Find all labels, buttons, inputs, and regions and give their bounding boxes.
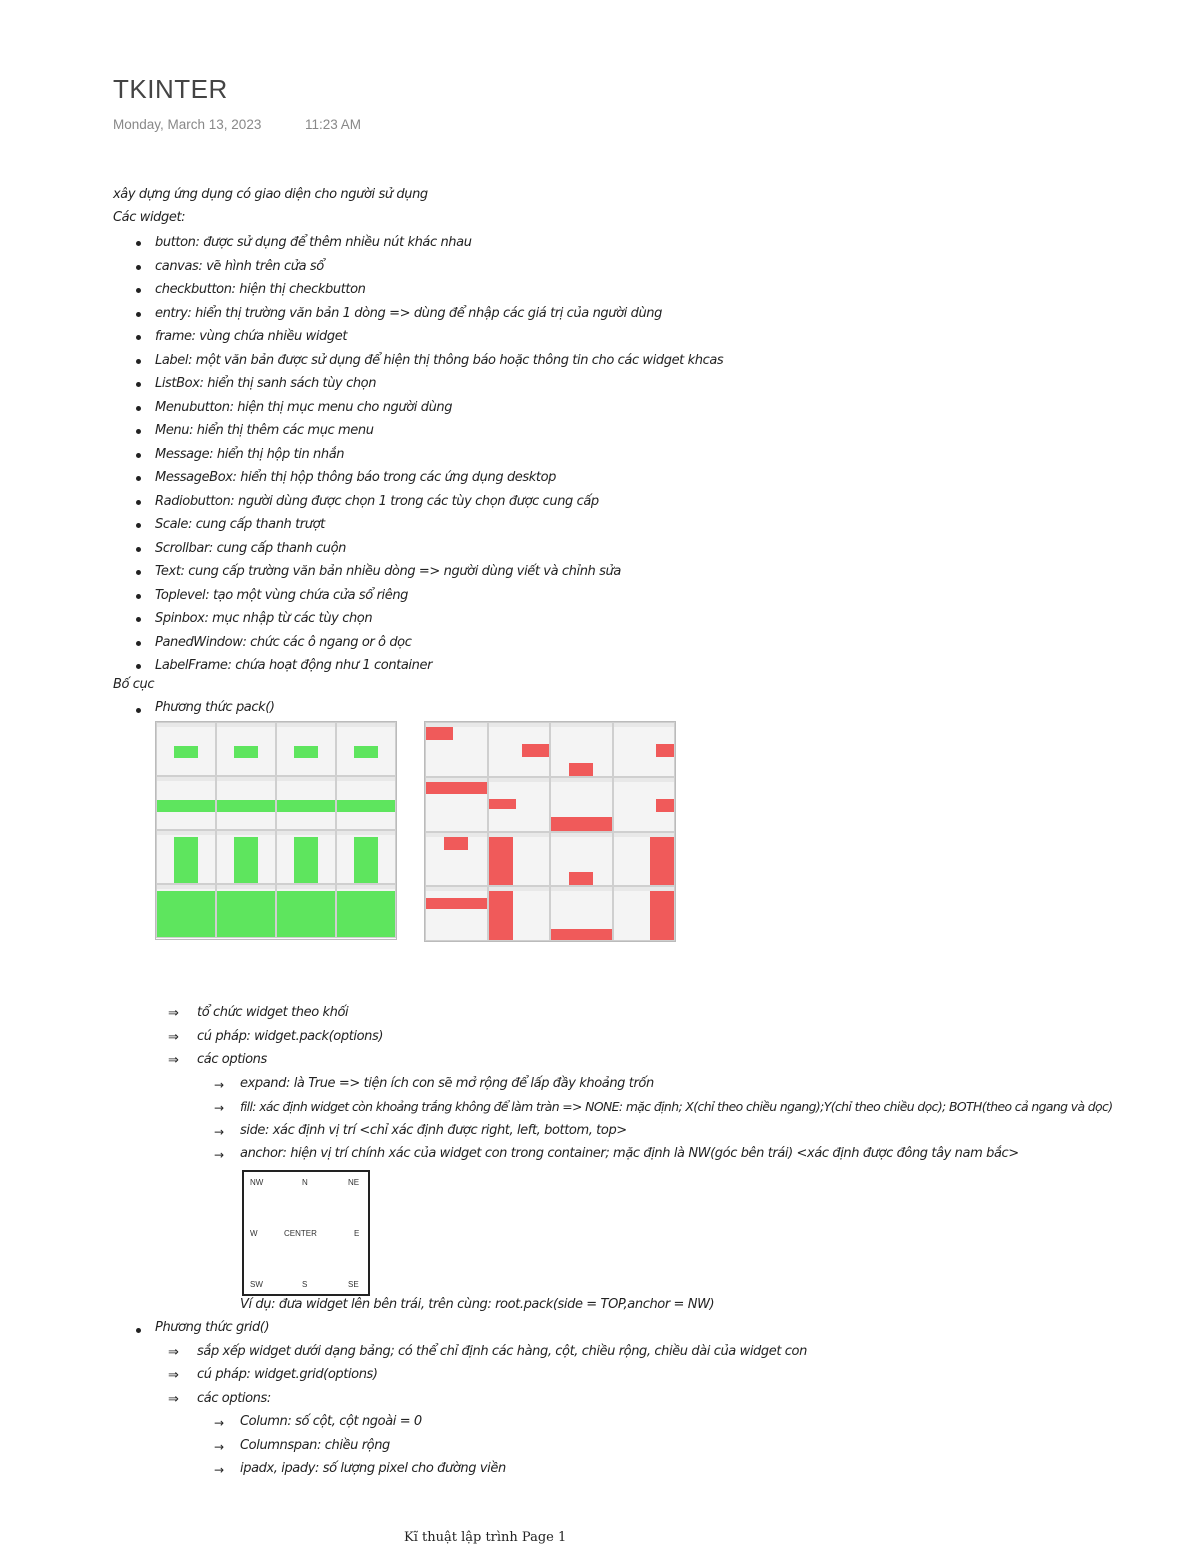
thumbnail-cell [488, 722, 551, 777]
thumbnail-titlebar [217, 831, 275, 835]
thumbnail-cell [216, 776, 276, 830]
list-item: LabelFrame: chứa hoạt động như 1 container [113, 655, 723, 679]
page-footer: Kĩ thuật lập trình Page 1 [404, 1530, 567, 1545]
thumbnail-cell [336, 830, 396, 884]
thumbnail-titlebar [614, 723, 675, 727]
widget-block [569, 872, 593, 885]
grid-option: Columnspan: chiều rộng [240, 1438, 390, 1453]
thumbnail-cell [425, 722, 488, 777]
thumbnail-titlebar [426, 887, 487, 891]
grid-point: các options: [197, 1391, 271, 1406]
widget-block [174, 837, 197, 883]
double-arrow-icon: ⇒ [168, 1368, 179, 1383]
thumbnail-cell [276, 776, 336, 830]
thumbnail-cell [156, 830, 216, 884]
thumbnail-titlebar [551, 778, 612, 782]
widget-block [157, 800, 215, 811]
widget-list [113, 232, 723, 679]
arrow-icon: → [214, 1416, 225, 1430]
arrow-icon: → [214, 1101, 225, 1115]
list-item: entry: hiển thị trường văn bản 1 dòng => dùng để nhập các giá trị của người dùng [113, 303, 723, 327]
widget-block [489, 891, 513, 940]
thumbnail-cell [488, 832, 551, 887]
thumbnail-titlebar [157, 885, 215, 889]
thumbnail-titlebar [551, 887, 612, 891]
thumbnail-cell [276, 830, 336, 884]
thumbnail-cell [488, 886, 551, 941]
widget-block [656, 799, 674, 812]
arrow-icon: → [214, 1440, 225, 1454]
widget-block [426, 898, 487, 910]
double-arrow-icon: ⇒ [168, 1006, 179, 1021]
pack-option: anchor: hiện vị trí chính xác của widget con trong container; mặc định là NW(góc bên trái) <xác định được đông tây nam bắc> [240, 1146, 1019, 1161]
list-item: Spinbox: mục nhập từ các tùy chọn [113, 608, 723, 632]
thumbnail-titlebar [217, 885, 275, 889]
pack-option: expand: là True => tiện ích con sẽ mở rộng để lấp đầy khoảng trốn [240, 1076, 654, 1091]
thumbnail-titlebar [157, 831, 215, 835]
widget-block [354, 746, 377, 757]
grid-title: Phương thức grid() [155, 1320, 270, 1335]
widget-block [217, 800, 275, 811]
thumbnail-titlebar [489, 723, 550, 727]
list-item: canvas: vẽ hình trên cửa sổ [113, 256, 723, 280]
thumbnail-cell [613, 722, 676, 777]
widget-block [174, 746, 197, 757]
thumbnail-cell [156, 776, 216, 830]
anchor-diagram [242, 1170, 370, 1296]
list-item: Label: một văn bản được sử dụng để hiện thị thông báo hoặc thông tin cho các widget khcas [113, 350, 723, 374]
anchor-label: SE [348, 1280, 359, 1289]
thumbnail-cell [550, 777, 613, 832]
grid-point: cú pháp: widget.grid(options) [197, 1367, 378, 1382]
thumbnail-titlebar [217, 777, 275, 781]
list-item: ListBox: hiển thị sanh sách tùy chọn [113, 373, 723, 397]
thumbnail-cell [276, 884, 336, 938]
list-item: Radiobutton: người dùng được chọn 1 trong các tùy chọn được cung cấp [113, 491, 723, 515]
thumbnail-titlebar [157, 777, 215, 781]
thumbnail-cell [488, 777, 551, 832]
thumbnail-titlebar [551, 723, 612, 727]
list-item: MessageBox: hiển thị hộp thông báo trong các ứng dụng desktop [113, 467, 723, 491]
anchor-label: S [302, 1280, 308, 1289]
widget-block [426, 782, 487, 794]
thumbnail-titlebar [337, 831, 395, 835]
widget-block [650, 891, 674, 940]
intro-text: xây dựng ứng dụng có giao diện cho người sử dụng [113, 187, 428, 202]
anchor-label: NW [250, 1178, 264, 1187]
pack-fill-screenshots [155, 721, 397, 940]
pack-point: các options [197, 1052, 267, 1067]
pack-title: Phương thức pack() [155, 700, 275, 715]
page-date: Monday, March 13, 2023 [113, 117, 262, 132]
pack-option: side: xác định vị trí <chỉ xác định được right, left, bottom, top> [240, 1123, 627, 1138]
list-item: Toplevel: tạo một vùng chứa cửa sổ riêng [113, 585, 723, 609]
widget-block [294, 746, 317, 757]
anchor-label: N [302, 1178, 308, 1187]
grid-option: Column: số cột, cột ngoài = 0 [240, 1414, 422, 1429]
widget-block [489, 799, 516, 810]
layout-heading: Bố cục [113, 677, 155, 692]
thumbnail-titlebar [337, 885, 395, 889]
widget-block [277, 800, 335, 811]
pack-example: Ví dụ: đưa widget lên bên trái, trên cùng: root.pack(side = TOP,anchor = NW) [240, 1297, 715, 1312]
thumbnail-cell [425, 832, 488, 887]
double-arrow-icon: ⇒ [168, 1345, 179, 1360]
list-item: Menubutton: hiện thị mục menu cho người dùng [113, 397, 723, 421]
list-item: checkbutton: hiện thị checkbutton [113, 279, 723, 303]
thumbnail-titlebar [277, 723, 335, 727]
grid-point: sắp xếp widget dưới dạng bảng; có thể chỉ định các hàng, cột, chiều rộng, chiều dài của widget con [197, 1344, 807, 1359]
widget-block [656, 744, 674, 757]
list-item: Message: hiển thị hộp tin nhắn [113, 444, 723, 468]
pack-side-screenshots [424, 721, 676, 942]
widget-block [426, 727, 453, 740]
list-item: button: được sử dụng để thêm nhiều nút khác nhau [113, 232, 723, 256]
widget-block [650, 837, 674, 886]
double-arrow-icon: ⇒ [168, 1030, 179, 1045]
thumbnail-titlebar [489, 778, 550, 782]
anchor-label: CENTER [284, 1229, 317, 1238]
bullet-icon [136, 1328, 141, 1333]
widget-block [551, 817, 612, 830]
thumbnail-cell [425, 886, 488, 941]
double-arrow-icon: ⇒ [168, 1392, 179, 1407]
widget-block [234, 837, 257, 883]
anchor-label: W [250, 1229, 258, 1238]
list-item: Scale: cung cấp thanh trượt [113, 514, 723, 538]
widget-block [551, 929, 612, 940]
list-item: Text: cung cấp trường văn bản nhiều dòng => người dùng viết và chỉnh sửa [113, 561, 723, 585]
bullet-icon [136, 708, 141, 713]
thumbnail-cell [336, 884, 396, 938]
thumbnail-titlebar [337, 777, 395, 781]
thumbnail-cell [550, 722, 613, 777]
widget-block [337, 891, 395, 937]
widget-block [217, 891, 275, 937]
list-item: Scrollbar: cung cấp thanh cuộn [113, 538, 723, 562]
thumbnail-cell [613, 886, 676, 941]
thumbnail-titlebar [277, 831, 335, 835]
thumbnail-cell [336, 722, 396, 776]
widget-block [337, 800, 395, 811]
thumbnail-cell [156, 722, 216, 776]
arrow-icon: → [214, 1078, 225, 1092]
thumbnail-cell [216, 830, 276, 884]
thumbnail-cell [156, 884, 216, 938]
page-time: 11:23 AM [305, 117, 362, 132]
grid-option: ipadx, ipady: số lượng pixel cho đường viền [240, 1461, 506, 1476]
anchor-label: SW [250, 1280, 263, 1289]
thumbnail-cell [550, 886, 613, 941]
arrow-icon: → [214, 1463, 225, 1477]
thumbnail-titlebar [277, 885, 335, 889]
anchor-label: NE [348, 1178, 360, 1187]
thumbnail-cell [550, 832, 613, 887]
double-arrow-icon: ⇒ [168, 1053, 179, 1068]
thumbnail-cell [216, 722, 276, 776]
thumbnail-cell [276, 722, 336, 776]
page-title: TKINTER [113, 74, 228, 104]
thumbnail-titlebar [217, 723, 275, 727]
arrow-icon: → [214, 1148, 225, 1162]
thumbnail-titlebar [614, 778, 675, 782]
widget-block [354, 837, 377, 883]
thumbnail-cell [425, 777, 488, 832]
widget-block [234, 746, 257, 757]
thumbnail-cell [216, 884, 276, 938]
list-item: frame: vùng chứa nhiều widget [113, 326, 723, 350]
anchor-label: E [354, 1229, 360, 1238]
list-item: PanedWindow: chức các ô ngang or ô dọc [113, 632, 723, 656]
arrow-icon: → [214, 1125, 225, 1139]
thumbnail-titlebar [277, 777, 335, 781]
widgets-heading: Các widget: [113, 210, 186, 225]
thumbnail-cell [336, 776, 396, 830]
pack-option: fill: xác định widget còn khoảng trắng không để làm tràn => NONE: mặc định; X(chỉ theo chiều ngang);Y(chỉ theo chiều dọc); BOTH(theo cả ngang và dọc) [240, 1099, 1113, 1114]
thumbnail-titlebar [157, 723, 215, 727]
list-item: Menu: hiển thị thêm các mục menu [113, 420, 723, 444]
pack-point: tổ chức widget theo khối [197, 1005, 349, 1020]
thumbnail-titlebar [337, 723, 395, 727]
widget-block [277, 891, 335, 937]
widget-block [444, 837, 468, 850]
thumbnail-titlebar [551, 833, 612, 837]
widget-block [569, 763, 593, 776]
widget-block [294, 837, 317, 883]
widget-block [522, 744, 549, 757]
thumbnail-cell [613, 832, 676, 887]
thumbnail-cell [613, 777, 676, 832]
pack-point: cú pháp: widget.pack(options) [197, 1029, 384, 1044]
widget-block [489, 837, 513, 886]
widget-block [157, 891, 215, 937]
